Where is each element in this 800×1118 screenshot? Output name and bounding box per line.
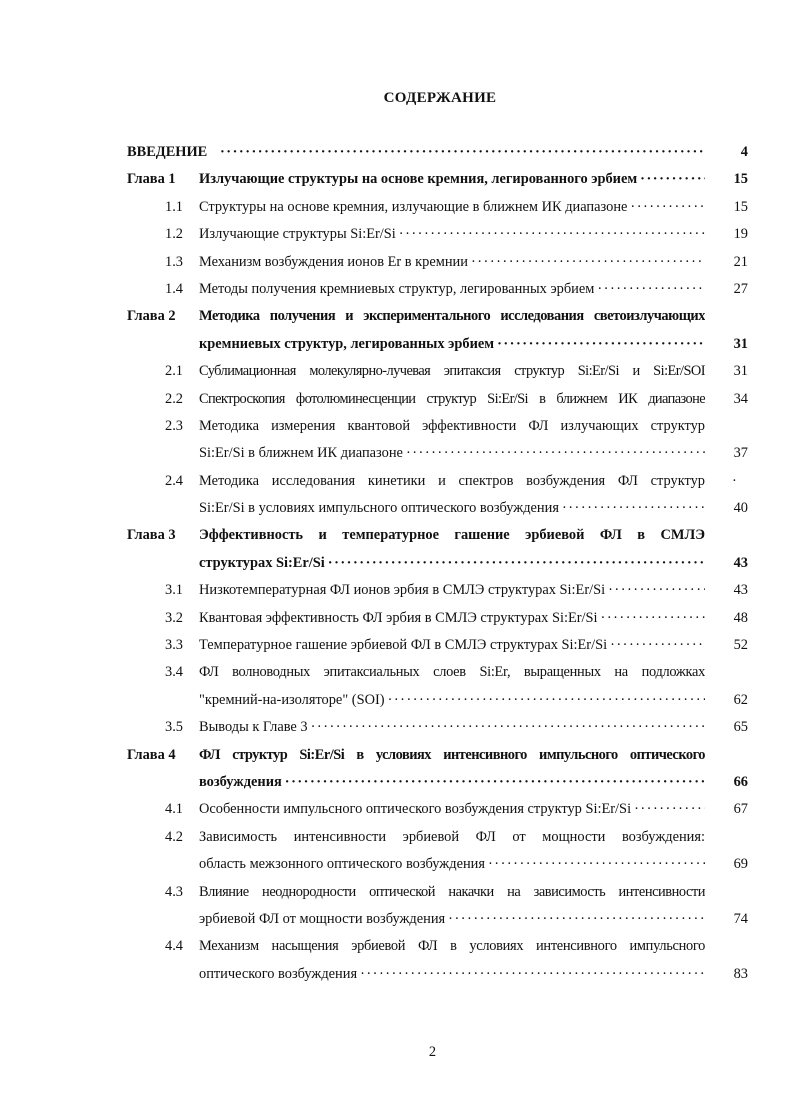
toc-entry-section-4-2[interactable] <box>0 824 800 851</box>
toc-entry-section-3-2[interactable] <box>0 605 800 632</box>
toc-entry-label: 1.3 <box>165 253 183 270</box>
leader-dots <box>562 495 705 522</box>
toc-entry-text: ФЛ структур Si:Er/Si в условиях интенсивного импульсного оптического <box>199 746 705 763</box>
toc-entry-label: 4.4 <box>165 938 183 955</box>
leader-dots <box>471 249 705 276</box>
toc-page-number: 27 <box>733 280 748 297</box>
leader-dots <box>399 221 705 248</box>
toc-page-number: 31 <box>733 363 748 380</box>
toc-entry-label: 2.1 <box>165 363 183 380</box>
toc-page-number: 43 <box>733 554 748 571</box>
toc-entry-text: Излучающие структуры Si:Er/Si <box>199 226 396 243</box>
toc-entry-chapter-3[interactable] <box>0 522 800 549</box>
leader-dots <box>608 577 705 604</box>
leader-dots <box>328 550 705 577</box>
leader-dots <box>610 632 705 659</box>
toc-page-number: 21 <box>733 253 748 270</box>
toc-entry-label: 4.1 <box>165 801 183 818</box>
toc-page-number: 15 <box>733 171 748 188</box>
leader-dots <box>597 276 705 303</box>
toc-entry-section-4-3[interactable] <box>0 879 800 906</box>
toc-entry-text: ФЛ волноводных эпитаксиальных слоев Si:Er, выращенных на подложках <box>199 664 705 681</box>
toc-entry-label: 1.2 <box>165 226 183 243</box>
toc-entry-chapter-4[interactable] <box>0 742 800 769</box>
toc-entry-label: 1.1 <box>165 198 183 215</box>
leader-dots <box>497 331 705 358</box>
toc-entry-text: возбуждения <box>199 773 282 790</box>
toc-page-number: 15 <box>733 198 748 215</box>
toc-entry-section-4-1[interactable] <box>0 796 800 823</box>
leader-dots <box>388 687 705 714</box>
toc-entry-text: Методы получения кремниевых структур, легированных эрбием <box>199 280 595 297</box>
toc-entry-section-3-1[interactable] <box>0 577 800 604</box>
leader-dots <box>285 769 705 796</box>
toc-entry-label: Глава 4 <box>127 746 176 763</box>
toc-entry-label: 1.4 <box>165 280 183 297</box>
toc-entry-section-4-4-cont[interactable] <box>0 961 800 988</box>
toc-page-number: 43 <box>733 582 748 599</box>
toc-entry-label: 2.2 <box>165 390 183 407</box>
toc-entry-text: Si:Er/Si в условиях импульсного оптического возбуждения <box>199 500 559 517</box>
toc-entry-section-3-5[interactable] <box>0 714 800 741</box>
toc-page-number: 62 <box>733 691 748 708</box>
page-title: СОДЕРЖАНИЕ <box>383 90 497 106</box>
toc-entry-chapter-3-cont[interactable] <box>0 550 800 577</box>
toc-entry-text: Квантовая эффективность ФЛ эрбия в СМЛЭ структурах Si:Er/Si <box>199 609 598 626</box>
toc-entry-introduction[interactable] <box>0 139 800 166</box>
toc-entry-text: эрбиевой ФЛ от мощности возбуждения <box>199 910 446 927</box>
toc-entry-label: 3.2 <box>165 609 183 626</box>
toc-entry-text: Эффективность и температурное гашение эрбиевой ФЛ в СМЛЭ <box>199 527 705 544</box>
toc-entry-label: 3.1 <box>165 582 183 599</box>
toc-entry-label: 3.5 <box>165 719 183 736</box>
toc-entry-label: 4.3 <box>165 883 183 900</box>
toc-entry-text: структурах Si:Er/Si <box>199 554 325 571</box>
toc-entry-text: Сублимационная молекулярно-лучевая эпитаксия структур Si:Er/Si и Si:Er/SOI <box>199 363 705 380</box>
toc-entry-text: Структуры на основе кремния, излучающие в ближнем ИК диапазоне <box>199 198 628 215</box>
toc-entry-label: Глава 2 <box>127 308 176 325</box>
toc-page-number: 37 <box>733 445 748 462</box>
toc-entry-label: 3.4 <box>165 664 183 681</box>
toc-entry-label: 4.2 <box>165 828 183 845</box>
toc-entry-text: Низкотемпературная ФЛ ионов эрбия в СМЛЭ структурах Si:Er/Si <box>199 582 606 599</box>
toc-page-number: 4 <box>740 144 748 160</box>
toc-entry-text: Механизм насыщения эрбиевой ФЛ в условиях интенсивного импульсного <box>199 938 705 955</box>
toc-entry-section-2-4-cont[interactable] <box>0 495 800 522</box>
toc-entry-text: Механизм возбуждения ионов Er в кремнии <box>199 253 468 270</box>
toc-entry-text: Температурное гашение эрбиевой ФЛ в СМЛЭ структурах Si:Er/Si <box>199 637 608 654</box>
page-number: 2 <box>428 1044 437 1060</box>
leader-dots <box>488 851 705 878</box>
leader-dots <box>634 796 705 823</box>
toc-entry-text: Методика исследования кинетики и спектров возбуждения ФЛ структур <box>199 472 705 489</box>
toc-page-number: 65 <box>733 719 748 736</box>
toc-entry-chapter-4-cont[interactable] <box>0 769 800 796</box>
toc-entry-text: ВВЕДЕНИЕ <box>127 144 208 160</box>
leader-dots <box>360 961 705 988</box>
toc-entry-label: 2.4 <box>165 472 183 489</box>
leader-dots <box>630 194 705 221</box>
toc-entry-section-4-3-cont[interactable] <box>0 906 800 933</box>
toc-entry-text: область межзонного оптического возбуждения <box>199 856 485 873</box>
toc-page-number: 31 <box>733 335 748 352</box>
toc-page-number: 52 <box>733 637 748 654</box>
toc-page-number: 40 <box>733 500 748 517</box>
toc-entry-section-2-3-cont[interactable] <box>0 440 800 467</box>
toc-entry-label: Глава 1 <box>127 171 176 188</box>
toc-entry-chapter-2[interactable] <box>0 303 800 330</box>
toc-entry-section-1-1[interactable] <box>0 194 800 221</box>
toc-entry-section-3-4-cont[interactable] <box>0 687 800 714</box>
toc-page-number: 67 <box>733 801 748 818</box>
toc-entry-section-3-4[interactable] <box>0 659 800 686</box>
toc-entry-text: Влияние неоднородности оптической накачки на зависимость интенсивности <box>199 883 705 900</box>
leader-dots <box>601 605 705 632</box>
toc-entry-section-1-2[interactable] <box>0 221 800 248</box>
toc-page-number: 34 <box>733 390 748 407</box>
toc-entry-section-2-4[interactable] <box>0 468 800 495</box>
table-of-contents <box>0 139 800 988</box>
toc-page-number: · <box>732 472 737 489</box>
toc-page-number: 48 <box>733 609 748 626</box>
toc-entry-text: Выводы к Главе 3 <box>199 719 308 736</box>
toc-entry-section-2-3[interactable] <box>0 413 800 440</box>
toc-entry-text: Методика получения и экспериментального исследования светоизлучающих <box>199 308 705 325</box>
toc-entry-section-2-1[interactable] <box>0 358 800 385</box>
toc-entry-text: Зависимость интенсивности эрбиевой ФЛ от мощности возбуждения: <box>199 828 705 845</box>
leader-dots <box>448 906 705 933</box>
toc-entry-text: кремниевых структур, легированных эрбием <box>199 335 495 352</box>
toc-page-number: 74 <box>733 910 748 927</box>
toc-entry-text: Излучающие структуры на основе кремния, легированного эрбием <box>199 171 638 188</box>
toc-entry-chapter-1[interactable] <box>0 166 800 193</box>
toc-page-number: 66 <box>733 773 748 790</box>
toc-entry-text: Спектроскопия фотолюминесценции структур Si:Er/Si в ближнем ИК диапазоне <box>199 390 705 407</box>
toc-page-number: 19 <box>733 226 748 243</box>
leader-dots <box>640 166 705 193</box>
toc-entry-section-4-4[interactable] <box>0 933 800 960</box>
toc-entry-text: Особенности импульсного оптического возбуждения структур Si:Er/Si <box>199 801 632 818</box>
toc-entry-text: Методика измерения квантовой эффективности ФЛ излучающих структур <box>199 417 705 434</box>
toc-entry-text: оптического возбуждения <box>199 965 358 982</box>
toc-entry-section-2-2[interactable] <box>0 386 800 413</box>
toc-entry-text: "кремний-на-изоляторе" (SOI) <box>199 691 385 708</box>
toc-entry-section-1-4[interactable] <box>0 276 800 303</box>
toc-entry-text: Si:Er/Si в ближнем ИК диапазоне <box>199 445 403 462</box>
toc-entry-section-4-2-cont[interactable] <box>0 851 800 878</box>
toc-page-number: 83 <box>733 965 748 982</box>
toc-entry-chapter-2-cont[interactable] <box>0 331 800 358</box>
toc-entry-section-3-3[interactable] <box>0 632 800 659</box>
toc-entry-label: 2.3 <box>165 417 183 434</box>
toc-entry-label: Глава 3 <box>127 527 176 544</box>
leader-dots <box>220 139 705 166</box>
toc-entry-label: 3.3 <box>165 637 183 654</box>
toc-entry-section-1-3[interactable] <box>0 249 800 276</box>
leader-dots <box>311 714 705 741</box>
leader-dots <box>406 440 705 467</box>
toc-page-number: 69 <box>733 856 748 873</box>
